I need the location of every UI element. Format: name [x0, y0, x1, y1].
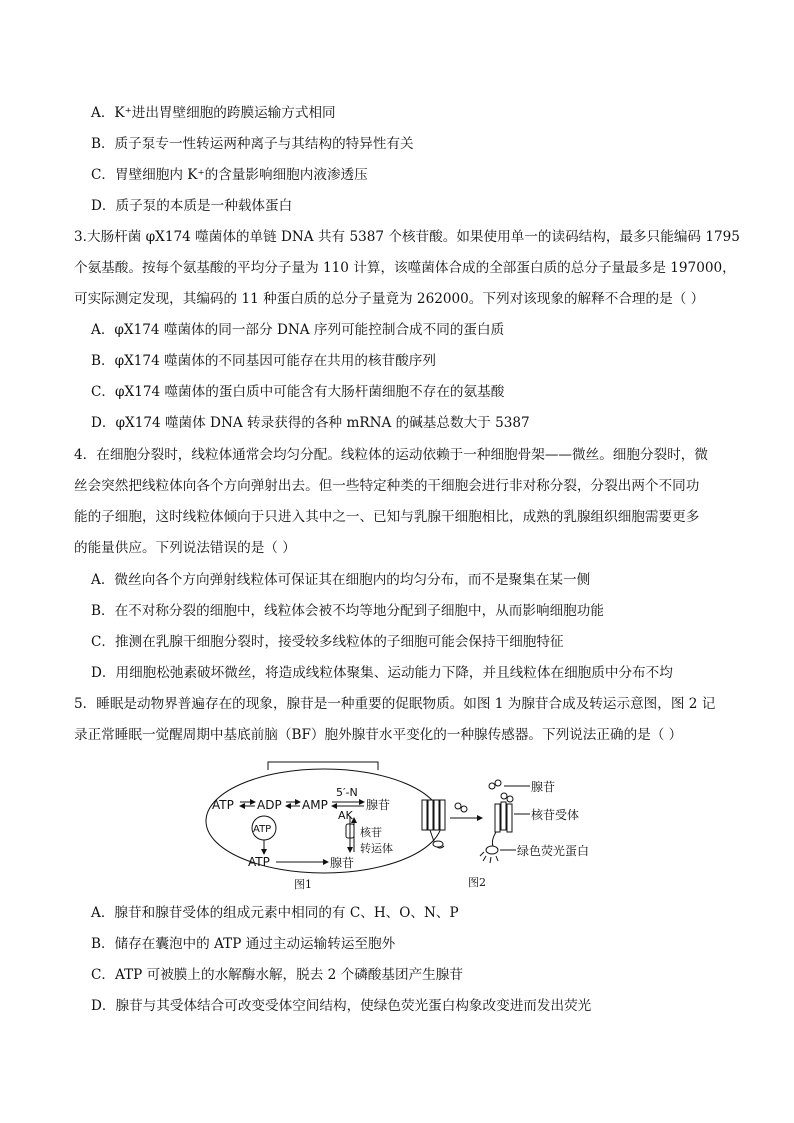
- q4-option-c: C．推测在乳腺干细胞分裂时，接受较多线粒体的子细胞可能会保持干细胞特征: [91, 634, 564, 650]
- q5-option-a: A．腺苷和腺苷受体的组成元素中相同的有 C、H、O、N、P: [91, 905, 459, 921]
- q4-stem-line-2: 丝会突然把线粒体向各个方向弹射出去。但一些特定种类的干细胞会进行非对称分裂，分裂出两个不同功: [74, 478, 700, 494]
- q2-option-b: B．质子泵专一性转运两种离子与其结构的特异性有关: [91, 136, 414, 152]
- q2-option-c: C．胃壁细胞内 K⁺的含量影响细胞内液渗透压: [91, 167, 368, 183]
- enzyme-5n-label: 5′-N: [336, 786, 358, 799]
- q3-option-c: C．φX174 噬菌体的蛋白质中可能含有大肠杆菌细胞不存在的氨基酸: [91, 384, 505, 400]
- q4-option-b: B．在不对称分裂的细胞中，线粒体会被不均等地分配到子细胞中，从而影响细胞功能: [91, 603, 604, 619]
- q3-option-d: D．φX174 噬菌体 DNA 转录获得的各种 mRNA 的碱基总数大于 5387: [91, 415, 530, 431]
- q3-stem-line-3: 可实际测定发现，其编码的 11 种蛋白质的总分子量竟为 262000。下列对该现象的解释不合理的是（ ）: [74, 291, 705, 307]
- q5-figure: [200, 756, 620, 892]
- q5-stem-line-1: 5．睡眠是动物界普遍存在的现象，腺苷是一种重要的促眠物质。如图 1 为腺苷合成及转运示意图，图 2 记: [74, 696, 716, 712]
- q2-option-d: D．质子泵的本质是一种载体蛋白: [91, 198, 293, 214]
- q3-option-a: A．φX174 噬菌体的同一部分 DNA 序列可能控制合成不同的蛋白质: [91, 322, 505, 338]
- fig2-caption: 图2: [468, 876, 486, 889]
- q3-option-b: B．φX174 噬菌体的不同基因可能存在共用的核苷酸序列: [91, 353, 436, 369]
- label-receptor: 核苷受体: [531, 808, 580, 822]
- fig1: [206, 762, 442, 891]
- q5-stem-line-2: 录正常睡眠一觉醒周期中基底前脑（BF）胞外腺苷水平变化的一种腺传感器。下列说法正确的是（ ）: [74, 727, 683, 743]
- q3-stem-line-1: 3.大肠杆菌 φX174 噬菌体的单链 DNA 共有 5387 个核苷酸。如果使用单一的读码结构，最多只能编码 1795: [74, 229, 740, 245]
- adenosine-molecule-icon: [455, 803, 467, 812]
- q5-figure-svg: [200, 756, 620, 892]
- q3-stem-line-2: 个氨基酸。按每个氨基酸的平均分子量为 110 计算，该噬菌体合成的全部蛋白质的总分子量最多是 197000，: [74, 260, 736, 276]
- adp-label: ADP: [257, 798, 282, 812]
- adenosine-inside-label: 腺苷: [366, 798, 391, 812]
- q4-stem-line-1: 4．在细胞分裂时，线粒体通常会均匀分配。线粒体的运动依赖于一种细胞骨架——微丝。细胞分裂时，微: [74, 447, 708, 463]
- q4-option-a: A．微丝向各个方向弹射线粒体可保证其在细胞内的均匀分布，而不是聚集在某一侧: [91, 572, 591, 588]
- label-adenosine: 腺苷: [531, 780, 556, 794]
- outside-atp-label: ATP: [248, 855, 270, 869]
- label-gfp: 绿色荧光蛋白: [517, 844, 590, 858]
- q4-stem-line-4: 的能量供应。下列说法错误的是（ ）: [74, 540, 296, 556]
- q5-option-b: B．储存在囊泡中的 ATP 通过主动运输转运至胞外: [91, 936, 396, 952]
- enzyme-ak-label: AK: [338, 809, 353, 822]
- fig1-caption: 图1: [294, 878, 312, 891]
- outside-adenosine-label: 腺苷: [330, 856, 355, 870]
- receptor-left-icon: [422, 800, 445, 848]
- receptor-right-icon: [480, 780, 513, 863]
- q5-option-d: D．腺苷与其受体结合可改变受体空间结构，使绿色荧光蛋白构象改变进而发出荧光: [91, 998, 592, 1014]
- transporter-label-1: 核苷: [360, 826, 382, 839]
- atp-label: ATP: [212, 798, 234, 812]
- q2-option-a: A．K⁺进出胃壁细胞的跨膜运输方式相同: [91, 105, 336, 121]
- q4-stem-line-3: 能的子细胞，这时线粒体倾向于只进入其中之一、已知与乳腺干细胞相比，成熟的乳腺组织细胞需要更多: [74, 509, 700, 525]
- vesicle-atp-label: ATP: [253, 824, 272, 835]
- q4-option-d: D．用细胞松弛素破坏微丝，将造成线粒体聚集、运动能力下降，并且线粒体在细胞质中分布不均: [91, 665, 673, 681]
- amp-label: AMP: [302, 798, 328, 812]
- q5-option-c: C．ATP 可被膜上的水解酶水解，脱去 2 个磷酸基团产生腺苷: [91, 967, 463, 983]
- transporter-label-2: 转运体: [360, 842, 393, 855]
- cell-membrane: [206, 769, 442, 873]
- fig2: [422, 780, 589, 889]
